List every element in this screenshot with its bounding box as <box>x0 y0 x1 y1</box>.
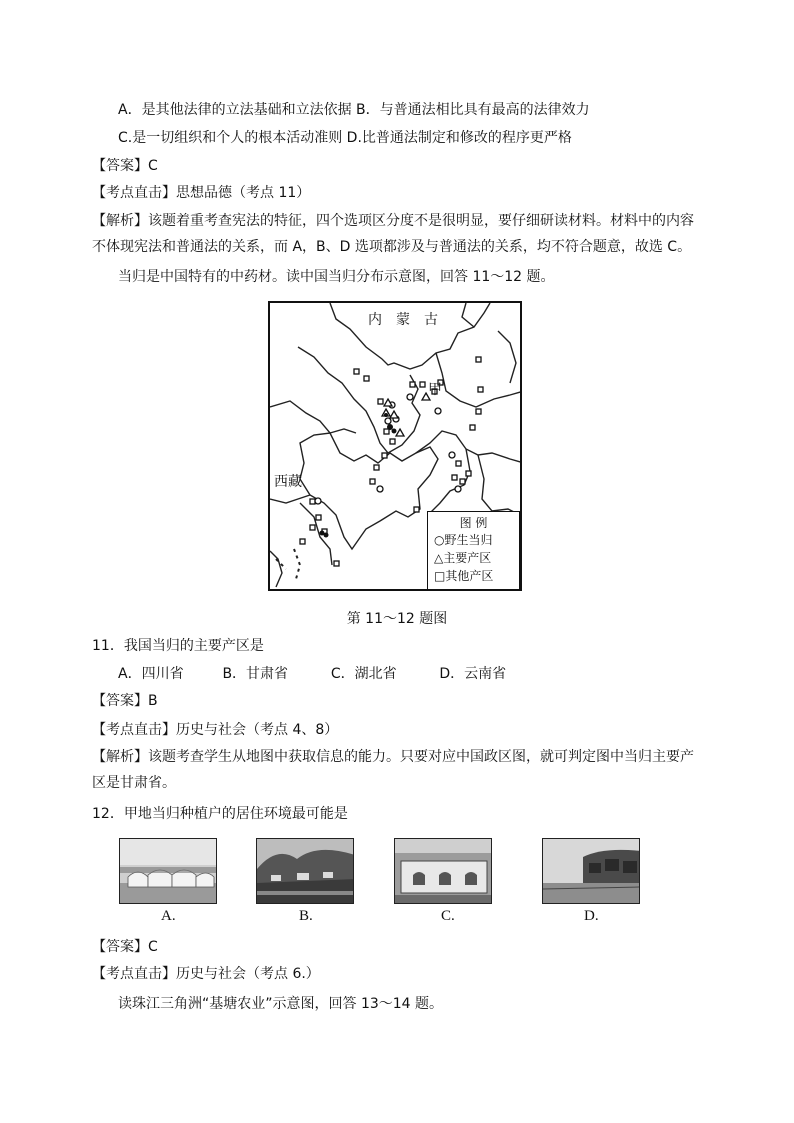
photo-d-stilt-houses <box>542 838 640 904</box>
q10-analysis: 【解析】该题着重考查宪法的特征，四个选项区分度不是很明显，要仔细研读材料。材料中的内容不体现宪法和普通法的关系，而 A，B、D 选项都涉及与普通法的关系，均不符合题意，故选 C。 <box>92 213 694 255</box>
q11-exam-point: 【考点直击】历史与社会（考点 4、8） <box>92 722 339 738</box>
legend-other-area: □其他产区 <box>434 569 494 583</box>
q10-option-line-1: A．是其他法律的立法基础和立法依据 B．与普通法相比具有最高的法律效力 <box>118 102 590 118</box>
q11-analysis: 【解析】该题考查学生从地图中获取信息的能力。只要对应中国政区图，就可判定图中当归主要产区是甘肃省。 <box>92 749 694 791</box>
map-label-jia: 甲 <box>428 382 442 398</box>
map-legend <box>427 511 520 591</box>
legend-title: 图 例 <box>459 516 488 530</box>
q11-option-a: A．四川省 <box>118 666 184 682</box>
photo-label-b: B. <box>299 908 313 924</box>
q10-answer: 【答案】C <box>92 158 158 174</box>
photo-label-a: A. <box>161 908 176 924</box>
q10-exam-point: 【考点直击】思想品德（考点 11） <box>92 185 311 201</box>
photo-label-c: C. <box>441 908 455 924</box>
map-label-neimenggu: 内 蒙 古 <box>368 312 438 328</box>
map-caption: 第 11～12 题图 <box>346 611 448 627</box>
q12-exam-point: 【考点直击】历史与社会（考点 6.） <box>92 966 320 982</box>
q11-choices <box>118 664 506 684</box>
q11-option-b: B．甘肃省 <box>222 666 289 682</box>
q11-answer: 【答案】B <box>92 693 158 709</box>
angelica-distribution-map <box>268 301 522 591</box>
q10-option-line-2: C.是一切组织和个人的根本活动准则 D.比普通法制定和修改的程序更严格 <box>118 130 572 146</box>
photo-a-yurts <box>119 838 217 904</box>
photo-label-d: D. <box>584 908 599 924</box>
q11-stem: 11．我国当归的主要产区是 <box>92 638 264 654</box>
intro-11-12: 当归是中国特有的中药材。读中国当归分布示意图，回答 11～12 题。 <box>118 269 555 285</box>
q11-option-c: C．湖北省 <box>330 666 397 682</box>
photo-b-mountain-village <box>256 838 354 904</box>
photo-c-loess-cave-dwelling <box>394 838 492 904</box>
map-label-xizang: 西藏 <box>274 474 302 490</box>
q12-answer: 【答案】C <box>92 939 158 955</box>
legend-main-area: △主要产区 <box>434 551 492 565</box>
q11-option-d: D．云南省 <box>439 666 507 682</box>
q12-stem: 12．甲地当归种植户的居住环境最可能是 <box>92 806 348 822</box>
q12-photo-options <box>0 838 794 928</box>
legend-wild-angelica: ○野生当归 <box>434 533 493 547</box>
intro-13-14: 读珠江三角洲“基塘农业”示意图，回答 13～14 题。 <box>118 996 444 1012</box>
